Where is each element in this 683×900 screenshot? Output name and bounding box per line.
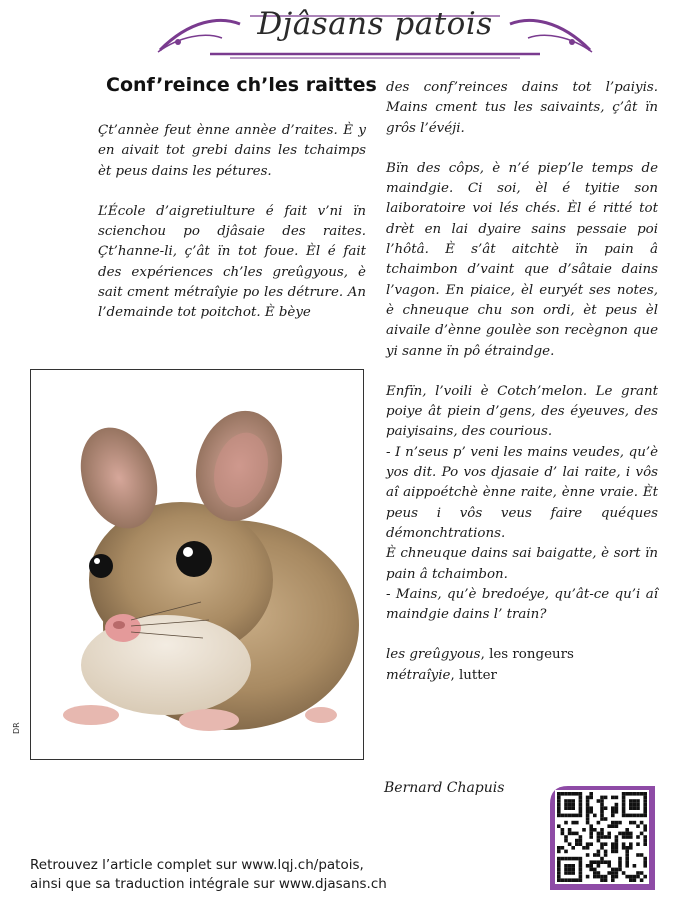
mouse-photo — [30, 369, 364, 760]
footer-text — [30, 856, 387, 894]
glossary-entry — [386, 645, 658, 665]
glossary-term: métraîyie — [386, 667, 451, 683]
paragraph: L’École d’aigretiulture é fait v’ni ïn scienchou po djâsaie des raites. Çt’hanne-li, ç’ât ïn tot foue. Èl é fait des expériences ch’les greûgyous, è sait cment métraîyie po les détrure. An l’demainde tot poitchot. È bèye — [98, 203, 366, 321]
paragraph: È chneuque dains sai baigatte, è sort ïn pain â tchaimbon. — [386, 546, 658, 582]
photo-credit: DR — [12, 722, 21, 734]
footer-line: Retrouvez l’article complet sur www.lqj.ch/patois, — [30, 857, 364, 873]
qr-code[interactable] — [550, 786, 655, 890]
paragraph: - Mains, qu’è bredoéye, qu’ât-ce qu’i aî maindgie dains l’ train? — [386, 586, 658, 623]
paragraph: - I n’seus p’ veni les mains veudes, qu’è yos dit. Po vos djasaie d’ lai raite, i vôs aî aippoétchè ènne raite, ènne vraie. Èt peus i vôs veus faire quéques démonchtrations. — [386, 444, 658, 541]
paragraph: des conf’reinces dains tot l’paiyis. Mains cment tus les saivaints, ç’ât ïn grôs l’évéji. — [386, 80, 658, 136]
glossary-definition: , lutter — [450, 667, 497, 683]
paragraph: Enfïn, l’voili è Cotch’melon. Le grant poiye ât piein d’gens, des éyeuves, des paiyisains, des courious. — [386, 383, 658, 440]
qr-code-icon — [550, 786, 655, 890]
footer-line: ainsi que sa traduction intégrale sur www.djasans.ch — [30, 876, 387, 892]
header-banner — [150, 2, 600, 64]
glossary-definition: , les rongeurs — [480, 647, 574, 663]
glossary-term: les greûgyous — [386, 647, 481, 663]
glossary-entry — [386, 666, 658, 686]
article-title: Conf’reince ch’les raittes — [106, 74, 377, 96]
right-column — [386, 78, 658, 686]
author-signature: Bernard Chapuis — [384, 780, 505, 796]
banner-title: Djâsans patois — [257, 6, 493, 42]
paragraph: Bïn des côps, è n’é piep’le temps de maindgie. Ci soi, èl é tyitie son laiboratoire voi lés chés. Èl é ritté tot drèt en lai dyaire sains pessaie poi l’hôtâ. È s’ât aitchtè ïn pain â tchaimbon d’vaint que d’sâtaie dains l’vagon. En piaice, èl euryét ses notes, è chneuque chu son ordi, èt peus èl aivaile d’ènne goulèe son recègnon que yi sanne ïn pô étraindge. — [386, 160, 658, 359]
mouse-illustration — [31, 370, 363, 759]
left-column — [98, 121, 366, 324]
paragraph: Çt’annèe feut ènne annèe d’raites. È y en aivait tot grebi dains les tchaimps èt peus dains les pétures. — [98, 123, 366, 179]
